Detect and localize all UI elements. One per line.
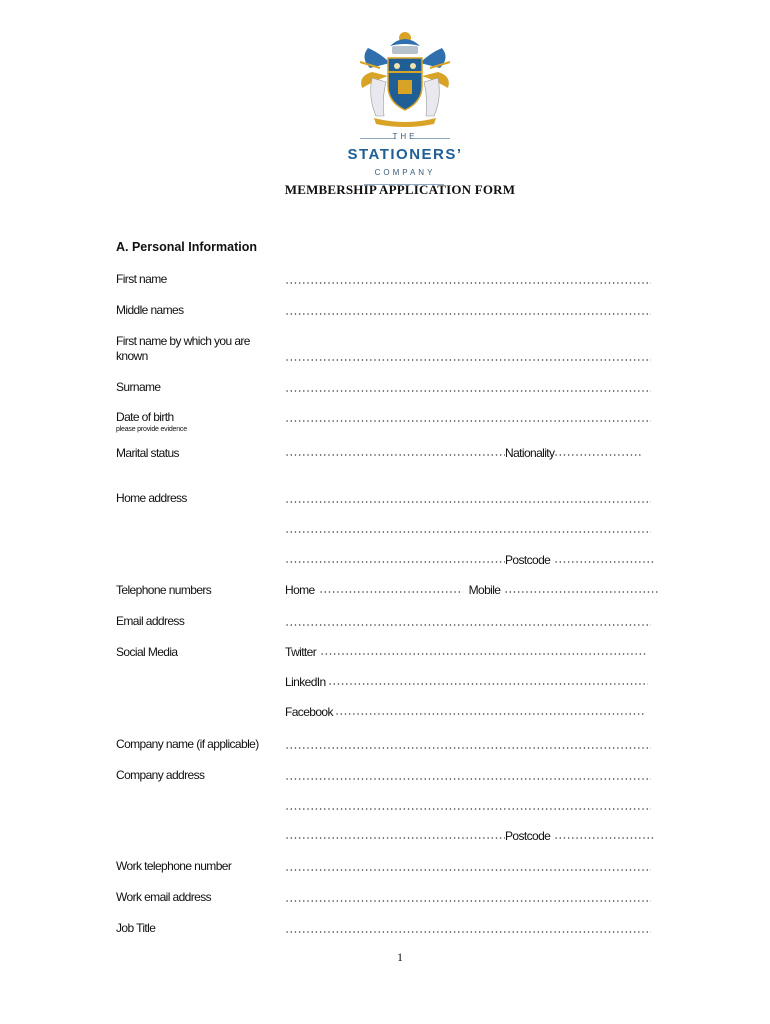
telephone-numbers-label: Telephone numbers xyxy=(116,583,212,597)
work-email-label: Work email address xyxy=(116,890,212,904)
first-name-field[interactable] xyxy=(285,274,651,288)
page-number: 1 xyxy=(397,950,403,964)
nationality-field[interactable] xyxy=(554,447,642,457)
work-email-field[interactable] xyxy=(285,892,651,906)
surname-field[interactable] xyxy=(285,382,651,396)
company-address-line2-field[interactable] xyxy=(285,800,651,814)
logo-name-text: STATIONERS’ xyxy=(347,146,463,163)
home-address-line2-field[interactable] xyxy=(285,523,651,537)
company-address-line3-field[interactable] xyxy=(285,830,505,840)
company-address-postcode-row xyxy=(285,829,654,843)
surname-label: Surname xyxy=(116,380,161,394)
linkedin-field[interactable] xyxy=(328,676,648,686)
home-postcode-label: Postcode xyxy=(505,553,551,567)
telephone-numbers-row xyxy=(285,583,660,597)
known-as-field[interactable] xyxy=(285,351,651,365)
twitter-label: Twitter xyxy=(285,645,317,659)
twitter-row xyxy=(285,645,648,659)
date-of-birth-note: please provide evidence xyxy=(116,426,187,433)
home-postcode-field[interactable] xyxy=(554,554,654,564)
marital-status-label: Marital status xyxy=(116,446,179,460)
known-as-label-line1: First name by which you are xyxy=(116,334,250,348)
linkedin-label: LinkedIn xyxy=(285,675,326,689)
nationality-label: Nationality xyxy=(505,446,555,460)
date-of-birth-label: Date of birth xyxy=(116,410,174,424)
home-phone-field[interactable] xyxy=(319,584,463,594)
email-address-field[interactable] xyxy=(285,616,651,630)
middle-names-field[interactable] xyxy=(285,305,651,319)
section-heading-personal-information: A. Personal Information xyxy=(116,240,257,254)
company-address-line1-field[interactable] xyxy=(285,770,651,784)
date-of-birth-field[interactable] xyxy=(285,412,651,426)
work-telephone-field[interactable] xyxy=(285,861,651,875)
company-postcode-field[interactable] xyxy=(554,830,654,840)
facebook-label: Facebook xyxy=(285,705,333,719)
company-name-field[interactable] xyxy=(285,739,651,753)
job-title-field[interactable] xyxy=(285,923,651,937)
company-address-label: Company address xyxy=(116,768,205,782)
mobile-phone-field[interactable] xyxy=(504,584,660,594)
home-phone-label: Home xyxy=(285,583,315,597)
home-address-line1-field[interactable] xyxy=(285,493,651,507)
work-telephone-label: Work telephone number xyxy=(116,859,232,873)
linkedin-row xyxy=(285,675,648,689)
home-address-postcode-row xyxy=(285,553,654,567)
marital-status-field[interactable] xyxy=(285,447,505,457)
home-address-label: Home address xyxy=(116,491,187,505)
social-media-label: Social Media xyxy=(116,645,178,659)
email-address-label: Email address xyxy=(116,614,185,628)
company-postcode-label: Postcode xyxy=(505,829,551,843)
mobile-phone-label: Mobile xyxy=(468,583,501,597)
home-address-line3-field[interactable] xyxy=(285,554,505,564)
company-name-label: Company name (if applicable) xyxy=(116,737,259,751)
form-title: MEMBERSHIP APPLICATION FORM xyxy=(284,182,516,197)
known-as-label-line2: known xyxy=(116,349,148,363)
logo-company-text: COMPANY xyxy=(374,168,436,177)
job-title-label: Job Title xyxy=(116,921,156,935)
facebook-row xyxy=(285,705,645,719)
marital-nationality-row xyxy=(285,446,642,460)
middle-names-label: Middle names xyxy=(116,303,184,317)
coat-of-arms-icon xyxy=(350,28,460,128)
first-name-label: First name xyxy=(116,272,167,286)
logo-the-text: THE xyxy=(392,132,418,141)
facebook-field[interactable] xyxy=(335,706,645,716)
twitter-field[interactable] xyxy=(320,646,648,656)
